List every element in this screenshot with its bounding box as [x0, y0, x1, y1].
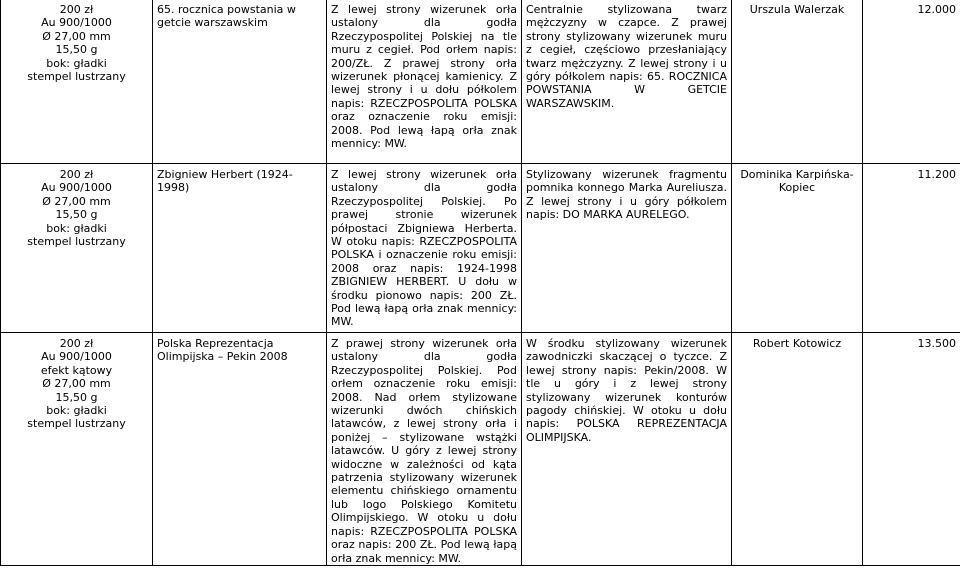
finish-effect: efekt kątowy — [40, 363, 113, 377]
face-value: 200 zł — [59, 3, 94, 16]
edge: bok: gładki — [46, 404, 107, 418]
diameter: Ø 27,00 mm — [42, 29, 111, 43]
weight: 15,50 g — [55, 208, 98, 222]
diameter: Ø 27,00 mm — [42, 194, 111, 208]
mintage-count: 13.500 — [863, 333, 960, 566]
table-row — [1, 0, 960, 164]
reverse-description: Centralnie stylizowana twarz mężczyzny w czapce. Z prawej strony stylizowany wizerunek muru z cegieł, częściowo przesłaniający twarz mężczyzny. Z lewej strony i u góry półkolem napis: 65. ROCZNICA POWSTANIA W GETCIE WARSZAWSKIM. — [522, 0, 732, 164]
finish: stempel lustrzany — [27, 417, 126, 431]
edge: bok: gładki — [46, 56, 107, 70]
coin-spec-cell — [1, 333, 153, 566]
coin-theme: 65. rocznica powstania w getcie warszawskim — [153, 0, 327, 164]
reverse-description: W środku stylizowany wizerunek zawodniczki skaczącej o tyczce. Z lewej strony napis: Pekin/2008. W tle u góry i z lewej strony stylizowany wizerunek konturów pagody chińskiej. W otoku u dołu napis: POLSKA REPREZENTACJA OLIMPIJSKA. — [522, 333, 732, 566]
weight: 15,50 g — [55, 390, 98, 404]
finish: stempel lustrzany — [27, 70, 126, 84]
designer-name: Urszula Walerzak — [732, 0, 863, 164]
table-row — [1, 164, 960, 333]
face-value: 200 zł — [59, 168, 94, 181]
weight: 15,50 g — [55, 43, 98, 57]
coin-spec-cell — [1, 0, 153, 164]
alloy: Au 900/1000 — [41, 350, 112, 364]
coin-spec-cell — [1, 164, 153, 333]
obverse-description: Z lewej strony wizerunek orła ustalony dla godła Rzeczypospolitej Polskiej. Po prawej stronie wizerunek półpostaci Zbigniewa Herberta. W otoku napis: RZECZPOSPOLITA POLSKA i oznaczenie roku emisji: 2008 oraz napis: 1924-1998 ZBIGNIEW HERBERT. U dołu w środku pionowo napis: 200 ZŁ. Pod lewą łapą orła znak mennicy: MW. — [327, 164, 522, 333]
coin-theme: Polska Reprezentacja Olimpijska – Pekin 2008 — [153, 333, 327, 566]
reverse-description: Stylizowany wizerunek fragmentu pomnika konnego Marka Aureliusza. Z lewej strony i u góry półkolem napis: DO MARKA AURELEGO. — [522, 164, 732, 333]
alloy: Au 900/1000 — [41, 16, 112, 30]
designer-name: Robert Kotowicz — [732, 333, 863, 566]
coin-theme: Zbigniew Herbert (1924-1998) — [153, 164, 327, 333]
finish: stempel lustrzany — [27, 235, 126, 249]
obverse-description: Z prawej strony wizerunek orła ustalony dla godła Rzeczypospolitej Polskiej. Pod orłem oznaczenie roku emisji: 2008. Nad orłem stylizowane wizerunki dwóch chińskich latawców, z lewej strony orła i poniżej – stylizowane wstążki latawców. U góry z lewej strony widoczne w zależności od kąta patrzenia stylizowany wizerunek elementu chińskiego ornamentu lub logo Polskiego Komitetu Olimpijskiego. W otoku u dołu napis: RZECZPOSPOLITA POLSKA oraz napis: 200 ZŁ. Pod lewą łapą orła znak mennicy: MW. — [327, 333, 522, 566]
mintage-count: 12.000 — [863, 0, 960, 164]
table-row — [1, 333, 960, 566]
face-value: 200 zł — [59, 337, 94, 350]
diameter: Ø 27,00 mm — [42, 377, 111, 391]
designer-name: Dominika Karpińska-Kopiec — [732, 164, 863, 333]
mintage-count: 11.200 — [863, 164, 960, 333]
edge: bok: gładki — [46, 221, 107, 235]
alloy: Au 900/1000 — [41, 181, 112, 195]
obverse-description: Z lewej strony wizerunek orła ustalony dla godła Rzeczypospolitej Polskiej na tle muru z cegieł. Pod orłem napis: 200/ZŁ. Z prawej strony orła wizerunek płonącej kamienicy. Z lewej strony i u dołu półkolem napis: RZECZPOSPOLITA POLSKA oraz oznaczenie roku emisji: 2008. Pod lewą łapą orła znak mennicy: MW. — [327, 0, 522, 164]
